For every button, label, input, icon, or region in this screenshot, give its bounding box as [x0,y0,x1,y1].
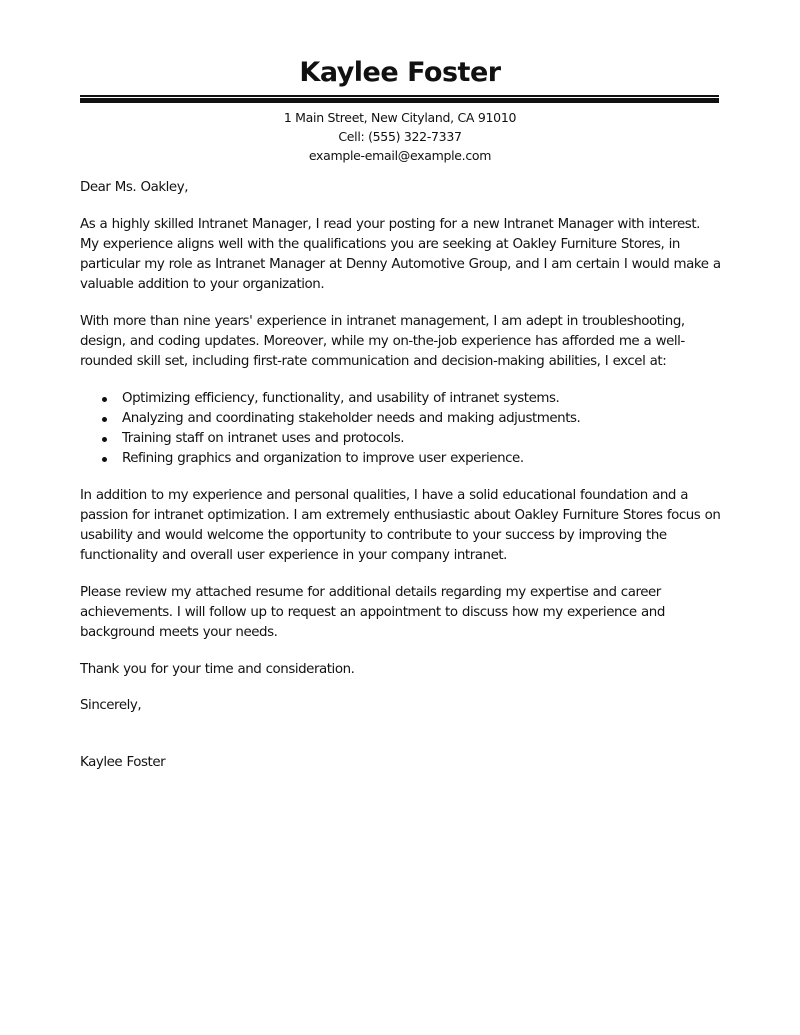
contact-address: 1 Main Street, New Cityland, CA 91010 [283,110,517,125]
skill-text: Training staff on intranet uses and protocols. [122,431,405,446]
bullet-icon [102,457,107,462]
salutation: Dear Ms. Oakley, [80,180,188,195]
paragraph-line: passion for intranet optimization. I am extremely enthusiastic about Oakley Furniture Stores focus on [80,508,721,523]
paragraph-line: valuable addition to your organization. [80,277,325,292]
paragraph-line: design, and coding updates. Moreover, while my on-the-job experience has afforded me a well- [80,334,685,349]
contact-block [0,108,800,165]
paragraph-intro [80,215,730,295]
applicant-name: Kaylee Foster [299,57,501,88]
paragraph-line: functionality and overall user experience in your company intranet. [80,548,507,563]
paragraph-line: In addition to my experience and personal qualities, I have a solid educational foundation and a [80,488,689,503]
contact-email: example-email@example.com [308,148,492,163]
skill-text: Optimizing efficiency, functionality, and usability of intranet systems. [122,391,560,406]
skill-text: Analyzing and coordinating stakeholder needs and making adjustments. [122,411,581,426]
skill-text: Refining graphics and organization to improve user experience. [122,451,524,466]
closing: Sincerely, [80,698,142,713]
skills-list-item [80,389,730,409]
paragraph-line: rounded skill set, including first-rate communication and decision-making abilities, I excel at: [80,354,667,369]
paragraph-line: background meets your needs. [80,625,278,640]
skills-list-item [80,429,730,449]
bullet-icon [102,417,107,422]
paragraph-line: usability and would welcome the opportunity to contribute to your success by improving the [80,528,667,543]
bullet-icon [102,397,107,402]
paragraph-followup [80,583,730,643]
paragraph-line: My experience aligns well with the qualifications you are seeking at Oakley Furniture Stores, in [80,237,680,252]
letter-body [80,178,730,773]
bullet-icon [102,437,107,442]
paragraph-line: As a highly skilled Intranet Manager, I read your posting for a new Intranet Manager with interest. [80,217,700,232]
paragraph-education [80,486,730,566]
skills-list-item [80,449,730,469]
paragraph-line: Please review my attached resume for additional details regarding my expertise and career [80,585,661,600]
header-rule-thick [80,98,719,103]
thanks-line: Thank you for your time and consideration. [80,662,355,677]
paragraph-line: achievements. I will follow up to request an appointment to discuss how my experience and [80,605,665,620]
skills-list [80,389,730,469]
paragraph-line: particular my role as Intranet Manager at Denny Automotive Group, and I am certain I would make a [80,257,721,272]
skills-list-item [80,409,730,429]
paragraph-line: With more than nine years' experience in intranet management, I am adept in troubleshooting, [80,314,685,329]
contact-phone: Cell: (555) 322-7337 [338,129,462,144]
signature: Kaylee Foster [80,755,166,770]
paragraph-experience [80,312,730,372]
header-rule-thin [80,95,719,97]
